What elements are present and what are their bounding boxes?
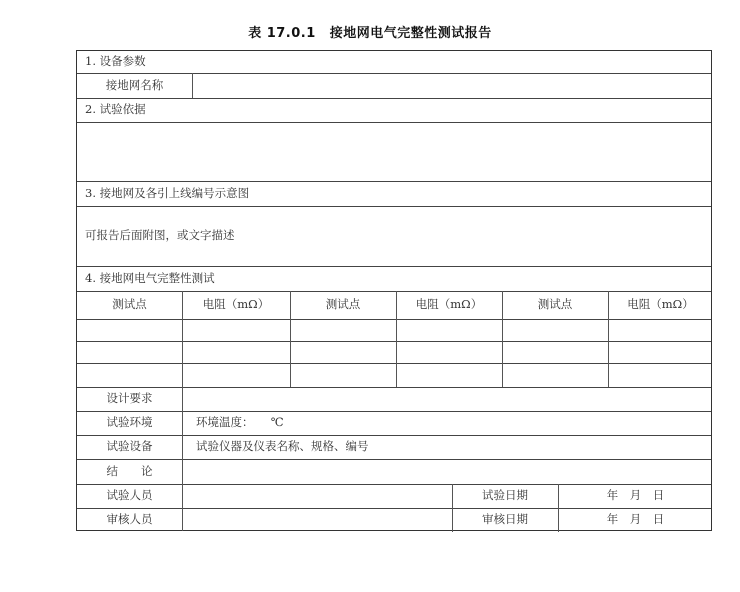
table-cell[interactable]	[77, 363, 182, 387]
design-requirement-field[interactable]	[182, 387, 713, 411]
table-cell[interactable]	[608, 341, 713, 363]
table-cell[interactable]	[502, 341, 608, 363]
table-cell[interactable]	[77, 319, 182, 341]
section-4-heading: 4. 接地网电气完整性测试	[85, 270, 215, 285]
reviewer-field[interactable]	[182, 508, 452, 531]
review-date-label: 审核日期	[482, 511, 528, 526]
report-table	[76, 50, 712, 531]
table-cell[interactable]	[608, 319, 713, 341]
table-cell[interactable]	[182, 363, 290, 387]
review-date-field[interactable]: 年 月 日	[606, 511, 665, 526]
table-cell[interactable]	[77, 341, 182, 363]
table-cell[interactable]	[290, 341, 396, 363]
table-title: 接地网电气完整性测试报告	[329, 26, 492, 41]
column-header-resistance: 电阻（mΩ）	[202, 297, 270, 312]
test-date-label: 试验日期	[482, 488, 528, 503]
diagram-description-field[interactable]: 可报告后面附图，或文字描述	[85, 228, 235, 243]
tester-label: 试验人员	[106, 488, 153, 503]
conclusion-label: 结 论	[106, 463, 153, 478]
ground-grid-name-label: 接地网名称	[105, 77, 164, 92]
test-environment-label: 试验环境	[106, 415, 153, 430]
test-date-field[interactable]: 年 月 日	[606, 488, 665, 503]
table-cell[interactable]	[290, 363, 396, 387]
table-cell[interactable]	[396, 319, 502, 341]
test-basis-field[interactable]	[77, 122, 713, 181]
table-cell[interactable]	[182, 341, 290, 363]
table-cell[interactable]	[290, 319, 396, 341]
table-cell[interactable]	[502, 363, 608, 387]
section-2-heading: 2. 试验依据	[85, 102, 146, 117]
tester-field[interactable]	[182, 484, 452, 508]
test-equipment-field[interactable]: 试验仪器及仪表名称、规格、编号	[196, 439, 369, 454]
column-header-test-point: 测试点	[112, 297, 147, 312]
table-cell[interactable]	[502, 319, 608, 341]
column-header-resistance: 电阻（mΩ）	[415, 297, 483, 312]
conclusion-field[interactable]	[182, 459, 713, 484]
document-title	[0, 22, 740, 41]
table-cell[interactable]	[182, 319, 290, 341]
test-equipment-label: 试验设备	[106, 439, 153, 454]
section-3-heading: 3. 接地网及各引上线编号示意图	[85, 185, 250, 200]
column-header-test-point: 测试点	[537, 297, 573, 312]
table-cell[interactable]	[608, 363, 713, 387]
design-requirement-label: 设计要求	[106, 391, 153, 406]
test-environment-field[interactable]: 环境温度： ℃	[196, 415, 284, 430]
column-header-resistance: 电阻（mΩ）	[627, 297, 694, 312]
table-cell[interactable]	[396, 341, 502, 363]
table-number: 表 17.0.1	[248, 26, 316, 41]
section-1-heading: 1. 设备参数	[85, 54, 146, 69]
table-cell[interactable]	[396, 363, 502, 387]
column-header-test-point: 测试点	[325, 297, 361, 312]
ground-grid-name-field[interactable]	[192, 73, 713, 98]
reviewer-label: 审核人员	[106, 511, 153, 526]
